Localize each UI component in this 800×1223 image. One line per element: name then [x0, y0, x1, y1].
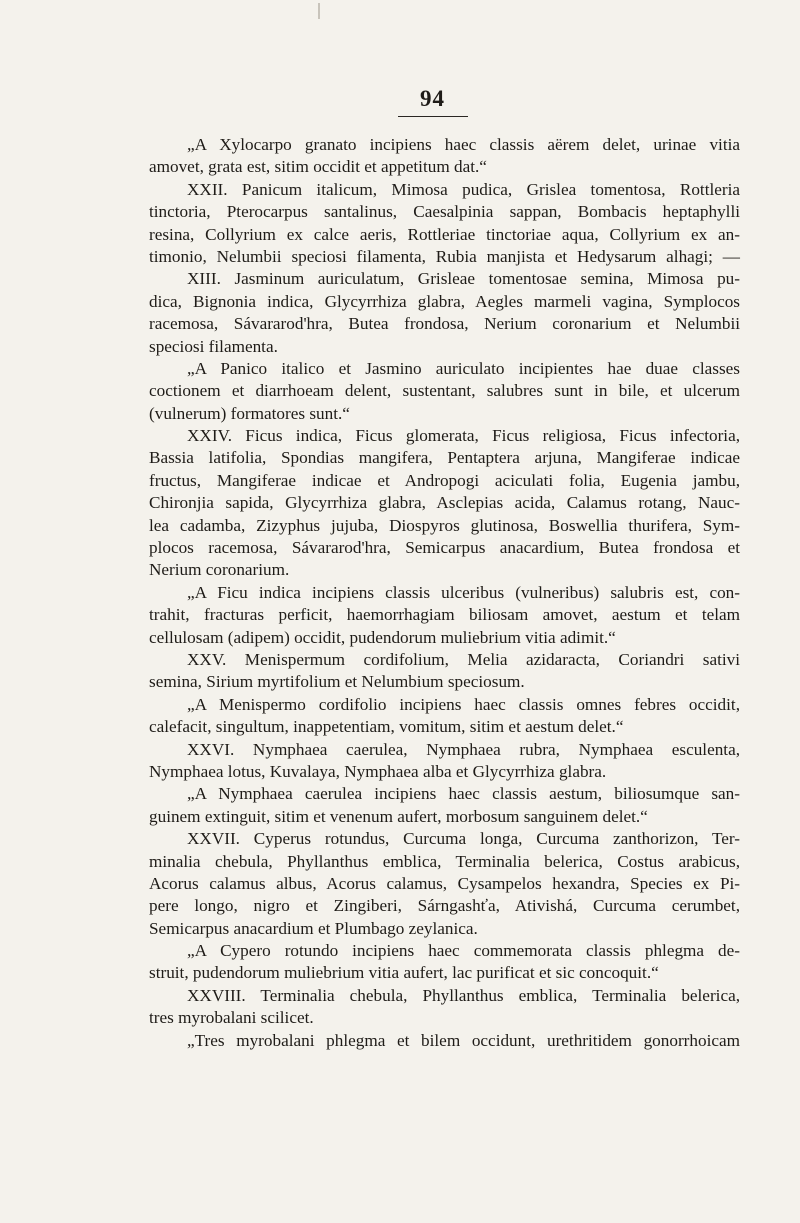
page-number-rule: [398, 116, 468, 117]
text-line: struit, pudendorum muliebrium vitia aufert, lac purificat et sic concoquit.“: [149, 963, 659, 983]
text-line: calefacit, singultum, inappetentiam, vomitum, sitim et aestum delet.“: [149, 717, 624, 737]
text-line: minalia chebula, Phyllanthus emblica, Terminalia belerica, Costus arabicus,: [149, 851, 740, 871]
text-line: XXVIII. Terminalia chebula, Phyllanthus emblica, Terminalia belerica,: [187, 985, 740, 1005]
text-line: XXIV. Ficus indica, Ficus glomerata, Ficus religiosa, Ficus infectoria,: [187, 426, 740, 446]
text-line: Nerium coronarium.: [149, 560, 290, 580]
text-line: Chironjia sapida, Glycyrrhiza glabra, Asclepias acida, Calamus rotang, Nauc-: [149, 493, 740, 513]
text-line: (vulnerum) formatores sunt.“: [149, 403, 350, 423]
text-line: racemosa, Sávararod'hra, Butea frondosa, Nerium coronarium et Nelumbii: [149, 314, 740, 334]
text-line: Acorus calamus albus, Acorus calamus, Cysampelos hexandra, Species ex Pi-: [149, 873, 740, 893]
text-line: Nymphaea lotus, Kuvalaya, Nymphaea alba et Glycyrrhiza glabra.: [149, 761, 607, 781]
text-line: dica, Bignonia indica, Glycyrrhiza glabra, Aegles marmeli vagina, Symplocos: [149, 291, 740, 311]
page-number: 94: [420, 86, 445, 111]
text-line: Semicarpus anacardium et Plumbago zeylanica.: [149, 918, 478, 938]
text-line: timonio, Nelumbii speciosi filamenta, Rubia manjista et Hedysarum alhagi; —: [149, 246, 740, 266]
text-line: „A Nymphaea caerulea incipiens haec classis aestum, biliosumque san-: [187, 784, 740, 804]
text-line: „A Menispermo cordifolio incipiens haec classis omnes febres occidit,: [187, 694, 740, 714]
text-body: [149, 134, 740, 1052]
text-line: „A Cypero rotundo incipiens haec commemorata classis phlegma de-: [187, 941, 740, 961]
text-line: amovet, grata est, sitim occidit et appetitum dat.“: [149, 157, 487, 177]
text-line: XIII. Jasminum auriculatum, Grisleae tomentosae semina, Mimosa pu-: [187, 269, 740, 289]
paper-mark: [318, 3, 320, 19]
text-line: plocos racemosa, Sávararod'hra, Semicarpus anacardium, Butea frondosa et: [149, 538, 740, 558]
text-line: lea cadamba, Zizyphus jujuba, Diospyros glutinosa, Boswellia thurifera, Sym-: [149, 515, 740, 535]
text-line: „Tres myrobalani phlegma et bilem occidunt, urethritidem gonorrhoicam: [187, 1030, 740, 1050]
text-line: „A Panico italico et Jasmino auriculato incipientes hae duae classes: [187, 358, 740, 378]
text-line: fructus, Mangiferae indicae et Andropogi aciculati folia, Eugenia jambu,: [149, 470, 740, 490]
text-line: XXVI. Nymphaea caerulea, Nymphaea rubra, Nymphaea esculenta,: [187, 739, 740, 759]
text-line: tinctoria, Pterocarpus santalinus, Caesalpinia sappan, Bombacis heptaphylli: [149, 202, 740, 222]
text-line: speciosi filamenta.: [149, 336, 278, 356]
text-line: „A Ficu indica incipiens classis ulceribus (vulneribus) salubris est, con-: [187, 582, 740, 602]
text-line: trahit, fracturas perficit, haemorrhagiam biliosam amovet, aestum et telam: [149, 605, 740, 625]
text-line: resina, Collyrium ex calce aeris, Rottleriae tinctoriae aqua, Collyrium ex an-: [149, 224, 740, 244]
text-line: XXVII. Cyperus rotundus, Curcuma longa, Curcuma zanthorizon, Ter-: [187, 829, 740, 849]
text-line: XXV. Menispermum cordifolium, Melia azidaracta, Coriandri sativi: [187, 649, 740, 669]
text-line: guinem extinguit, sitim et venenum aufert, morbosum sanguinem delet.“: [149, 806, 648, 826]
text-line: Bassia latifolia, Spondias mangifera, Pentaptera arjuna, Mangiferae indicae: [149, 448, 740, 468]
text-line: „A Xylocarpo granato incipiens haec classis aërem delet, urinae vitia: [187, 135, 740, 154]
text-line: pere longo, nigro et Zingiberi, Sárngashťa, Ativishá, Curcuma cerumbet,: [149, 896, 740, 916]
text-line: semina, Sirium myrtifolium et Nelumbium speciosum.: [149, 672, 525, 692]
text-line: cellulosam (adipem) occidit, pudendorum muliebrium vitia adimit.“: [149, 627, 616, 647]
text-line: tres myrobalani scilicet.: [149, 1008, 314, 1028]
text-line: XXII. Panicum italicum, Mimosa pudica, Grislea tomentosa, Rottleria: [187, 179, 740, 199]
text-line: coctionem et diarrhoeam delent, sustentant, salubres sunt in bile, et ulcerum: [149, 381, 740, 401]
